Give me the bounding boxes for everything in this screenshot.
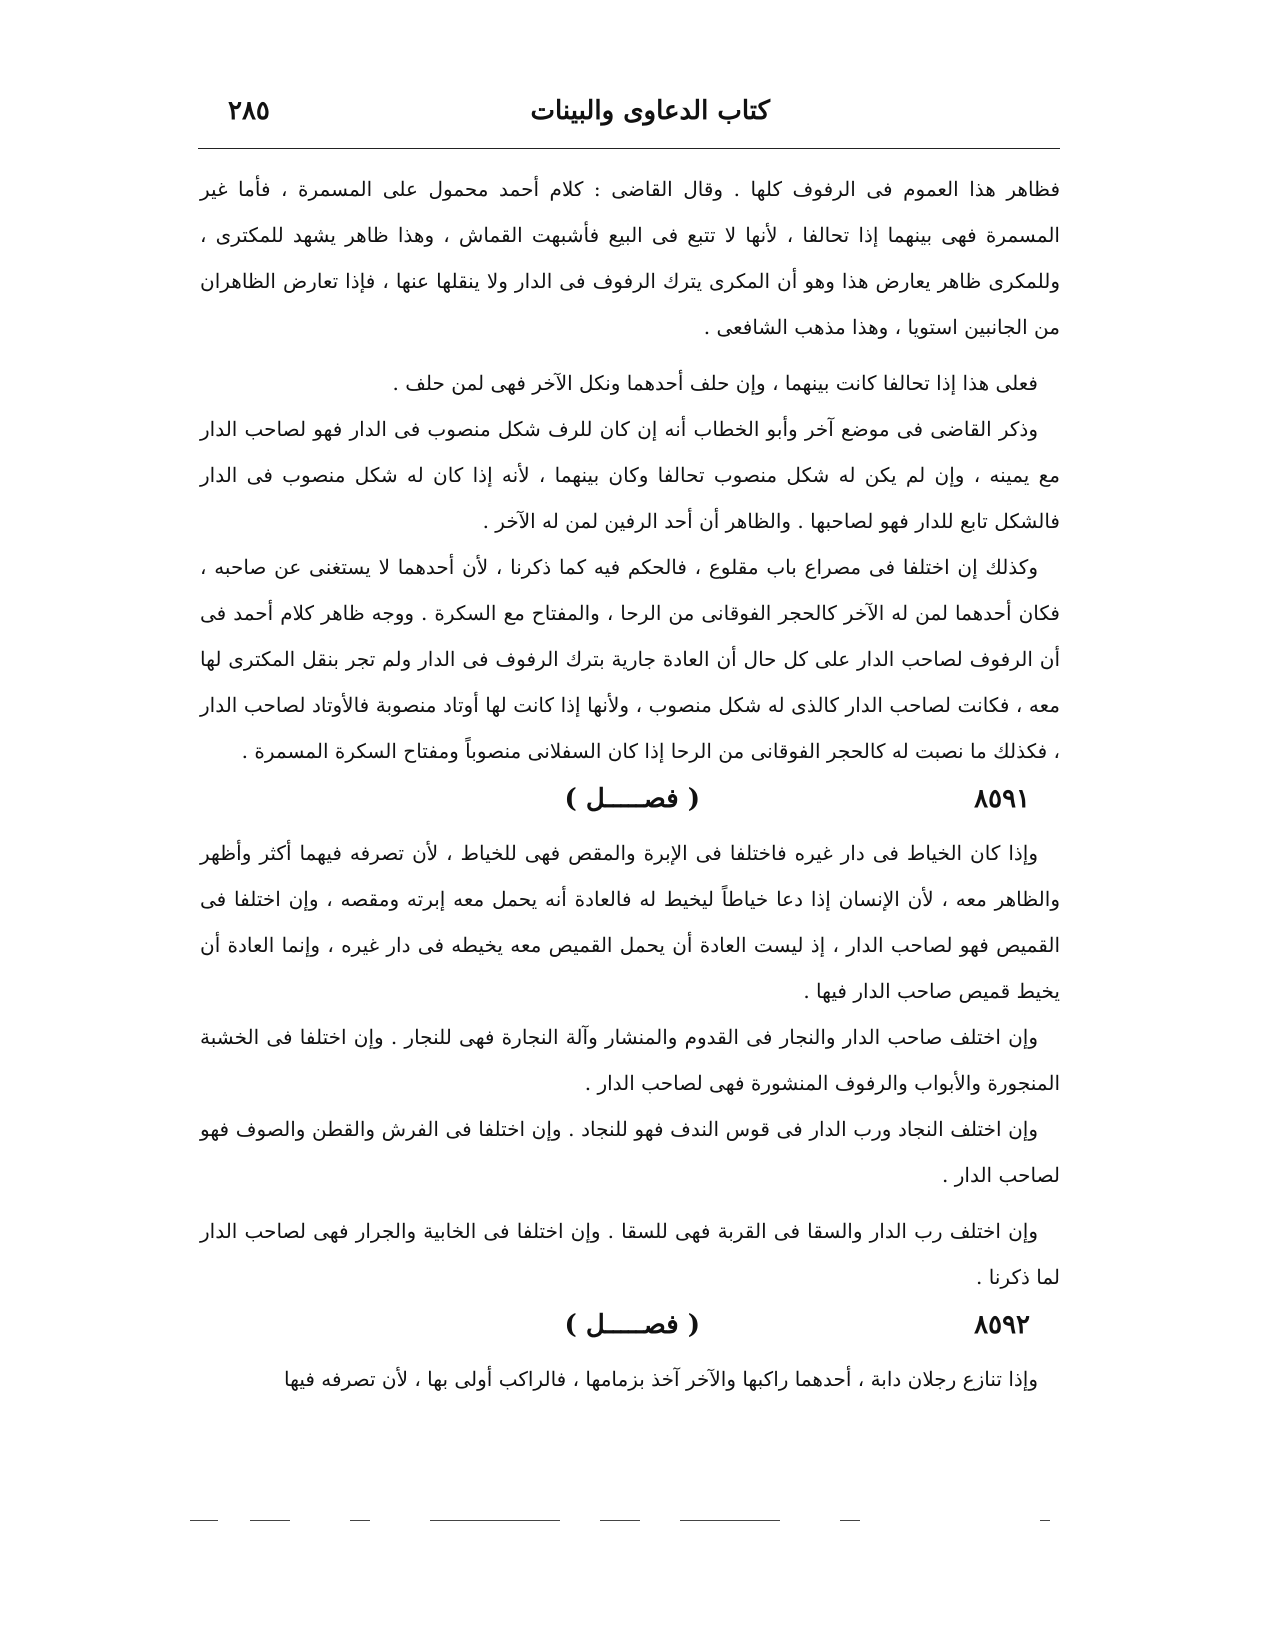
scan-mark — [600, 1520, 640, 1521]
scan-mark — [430, 1520, 560, 1521]
section-title: ( فصـــــل ) — [564, 784, 700, 814]
section-heading — [200, 774, 1060, 830]
section-title: ( فصـــــل ) — [564, 1310, 700, 1340]
section-number: ٨٥٩١ — [974, 784, 1030, 814]
scan-mark — [680, 1520, 780, 1521]
running-title: كتاب الدعاوى والبينات — [530, 96, 770, 126]
page-header — [200, 96, 1060, 136]
header-rule — [198, 148, 1060, 149]
scan-mark — [1040, 1520, 1050, 1521]
paragraph: فعلى هذا إذا تحالفا كانت بينهما ، وإن حلف أحدهما ونكل الآخر فهى لمن حلف . — [392, 371, 1038, 395]
paragraph: وإن اختلف رب الدار والسقا فى القربة فهى للسقا . وإن اختلفا فى الخابية والجرار فهى لصاحب الدار لما ذكرنا . — [200, 1219, 1060, 1289]
section-heading — [200, 1300, 1060, 1356]
paragraph: وإذا كان الخياط فى دار غيره فاختلفا فى الإبرة والمقص فهى للخياط ، لأن تصرفه فيهما أكثر وأظهر والظاهر معه ، لأن الإنسان إذا دعا خياطاً ليخيط له فالعادة أنه يحمل معه إبرته ومقصه ، وإن اختلفا فى القميص فهو لصاحب الدار ، إذ ليست العادة أن يحمل القميص معه يخيطه فى دار غيره ، وإنما العادة أن يخيط قميص صاحب الدار فيها . — [200, 841, 1060, 1003]
body-text — [200, 166, 1060, 1402]
paragraph: وكذلك إن اختلفا فى مصراع باب مقلوع ، فالحكم فيه كما ذكرنا ، لأن أحدهما لا يستغنى عن صاحبه ، فكان أحدهما لمن له الآخر كالحجر الفوقانى من الرحا ، والمفتاح مع السكرة . ووجه ظاهر كلام أحمد فى أن الرفوف لصاحب الدار على كل حال أن العادة جارية بترك الرفوف فى الدار ولم تجر بنقل المكترى لها معه ، فكانت لصاحب الدار كالذى له شكل منصوب ، ولأنها إذا كانت لها أوتاد منصوبة فالأوتاد لصاحب الدار ، فكذلك ما نصبت له كالحجر الفوقانى من الرحا إذا كان السفلانى منصوباً ومفتاح السكرة المسمرة . — [200, 555, 1060, 763]
paragraph: وإن اختلف صاحب الدار والنجار فى القدوم والمنشار وآلة النجارة فهى للنجار . وإن اختلفا فى الخشبة المنجورة والأبواب والرفوف المنشورة فهى لصاحب الدار . — [200, 1025, 1060, 1095]
scan-mark — [250, 1520, 290, 1521]
paragraph: وإن اختلف النجاد ورب الدار فى قوس الندف فهو للنجاد . وإن اختلفا فى الفرش والقطن والصوف فهو لصاحب الدار . — [200, 1117, 1060, 1187]
footer-scan-marks — [180, 1520, 1060, 1540]
scan-mark — [190, 1520, 218, 1521]
section-number: ٨٥٩٢ — [974, 1310, 1030, 1340]
paragraph: وذكر القاضى فى موضع آخر وأبو الخطاب أنه إن كان للرف شكل منصوب فى الدار فهو لصاحب الدار مع يمينه ، وإن لم يكن له شكل منصوب تحالفا وكان بينهما ، لأنه إذا كان له شكل منصوب فى الدار فالشكل تابع للدار فهو لصاحبها . والظاهر أن أحد الرفين لمن له الآخر . — [200, 417, 1060, 533]
scan-mark — [350, 1520, 370, 1521]
page-number: ٢٨٥ — [228, 96, 270, 126]
scan-mark — [840, 1520, 860, 1521]
paragraph: وإذا تنازع رجلان دابة ، أحدهما راكبها والآخر آخذ بزمامها ، فالراكب أولى بها ، لأن تصرفه فيها — [284, 1367, 1038, 1391]
paragraph: فظاهر هذا العموم فى الرفوف كلها . وقال القاضى : كلام أحمد محمول على المسمرة ، فأما غير المسمرة فهى بينهما إذا تحالفا ، لأنها لا تتبع فى البيع فأشبهت القماش ، وهذا ظاهر يشهد للمكترى ، وللمكرى ظاهر يعارض هذا وهو أن المكرى يترك الرفوف فى الدار ولا ينقلها عنها ، فإذا تعارض الظاهران من الجانبين استويا ، وهذا مذهب الشافعى . — [200, 177, 1060, 339]
